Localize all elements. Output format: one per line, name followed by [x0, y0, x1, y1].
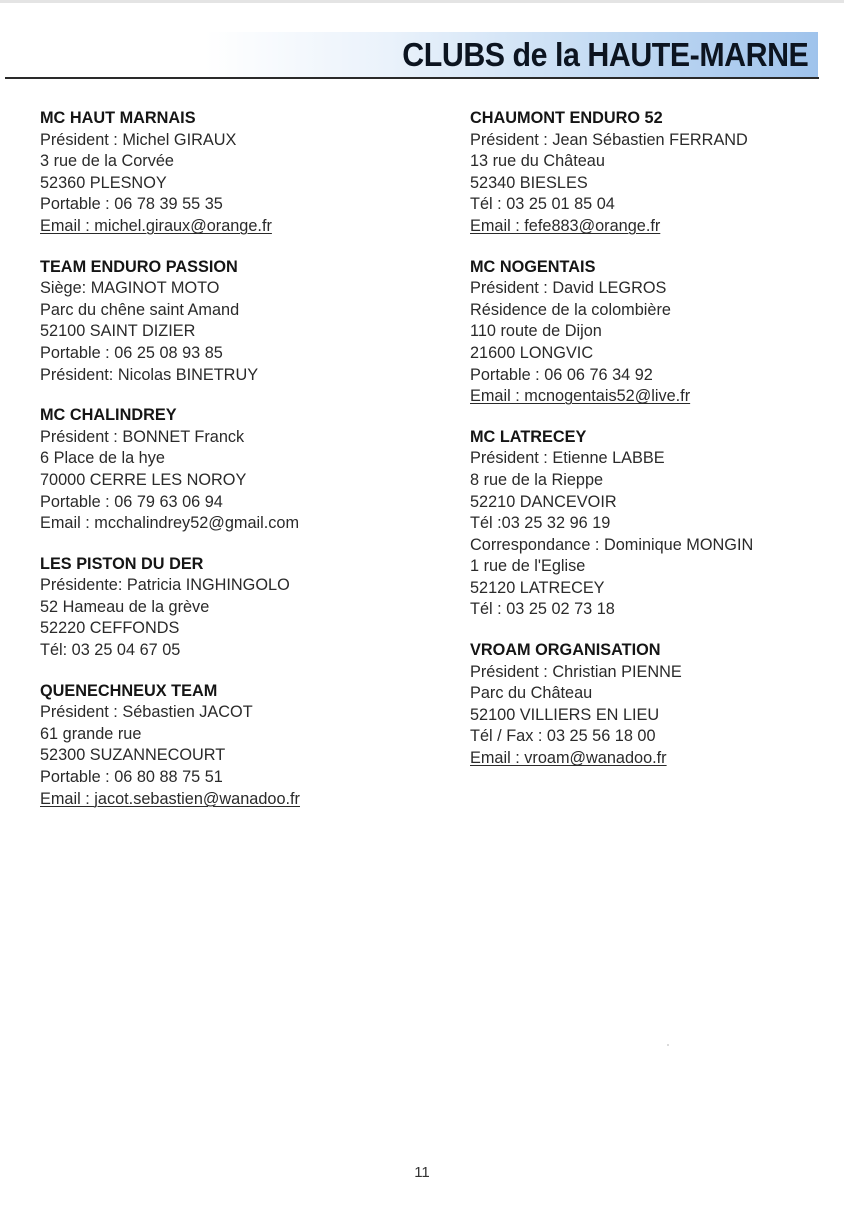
club-entry — [40, 405, 430, 535]
club-detail-line: 52340 BIESLES — [470, 173, 588, 192]
club-detail-line: Président : David LEGROS — [470, 279, 667, 298]
club-detail-line: Tél :03 25 32 96 19 — [470, 514, 611, 533]
club-detail-line: Président : BONNET Franck — [40, 427, 245, 446]
club-name: MC HAUT MARNAIS — [40, 109, 196, 127]
right-column — [470, 108, 844, 789]
club-detail-line: 52360 PLESNOY — [40, 173, 167, 192]
club-detail-line: Président: Nicolas BINETRUY — [40, 365, 259, 384]
club-name: CHAUMONT ENDURO 52 — [470, 109, 663, 127]
club-entry — [40, 108, 430, 238]
club-detail-line: Président : Etienne LABBE — [470, 449, 665, 468]
club-email-link[interactable]: Email : mcnogentais52@live.fr — [470, 387, 691, 406]
club-detail-line: 52100 SAINT DIZIER — [40, 322, 196, 341]
club-name: MC LATRECEY — [470, 427, 587, 446]
title-underline — [5, 77, 819, 79]
club-detail-line: 52 Hameau de la grève — [40, 597, 210, 616]
club-name: VROAM ORGANISATION — [470, 641, 661, 660]
club-detail-line: Président : Michel GIRAUX — [40, 130, 237, 149]
club-entry — [470, 640, 844, 770]
club-entry — [470, 108, 844, 238]
club-name: MC NOGENTAIS — [470, 257, 596, 276]
club-entry — [470, 257, 844, 408]
club-detail-line: Président : Sébastien JACOT — [40, 703, 253, 722]
page-title: CLUBS de la HAUTE-MARNE — [401, 36, 808, 73]
page-top-edge — [0, 0, 844, 3]
club-entry — [40, 554, 430, 662]
club-detail-line: 3 rue de la Corvée — [40, 152, 174, 171]
club-detail-line: Email : mcchalindrey52@gmail.com — [40, 514, 300, 533]
club-email-link[interactable]: Email : jacot.sebastien@wanadoo.fr — [40, 789, 300, 808]
club-detail-line: Portable : 06 78 39 55 35 — [40, 195, 223, 214]
club-detail-line: 52300 SUZANNECOURT — [40, 746, 226, 765]
club-detail-line: Parc du Château — [470, 684, 593, 703]
club-name: QUENECHNEUX TEAM — [40, 681, 218, 700]
club-email-link[interactable]: Email : vroam@wanadoo.fr — [470, 749, 667, 768]
club-detail-line: Tél : 03 25 01 85 04 — [470, 195, 615, 214]
club-name: MC CHALINDREY — [40, 406, 177, 425]
club-detail-line: 13 rue du Château — [470, 152, 605, 171]
club-detail-line: Parc du chêne saint Amand — [40, 300, 240, 319]
left-column — [40, 108, 430, 829]
club-name: TEAM ENDURO PASSION — [40, 257, 238, 276]
club-detail-line: Correspondance : Dominique MONGIN — [470, 535, 754, 554]
club-detail-line: Tél / Fax : 03 25 56 18 00 — [470, 727, 656, 746]
club-detail-line: Siège: MAGINOT MOTO — [40, 279, 220, 298]
club-entry — [470, 427, 844, 621]
club-detail-line: Tél: 03 25 04 67 05 — [40, 641, 181, 660]
club-detail-line: 52210 DANCEVOIR — [470, 492, 617, 511]
club-entry — [40, 257, 430, 387]
club-detail-line: 70000 CERRE LES NOROY — [40, 470, 247, 489]
club-detail-line: Tél : 03 25 02 73 18 — [470, 600, 615, 619]
club-detail-line: Président : Christian PIENNE — [470, 662, 682, 681]
club-entry — [40, 681, 430, 811]
club-detail-line: Portable : 06 79 63 06 94 — [40, 492, 223, 511]
club-email-link[interactable]: Email : michel.giraux@orange.fr — [40, 216, 272, 235]
club-detail-line: Résidence de la colombière — [470, 300, 671, 319]
club-detail-line: 52100 VILLIERS EN LIEU — [470, 705, 660, 724]
club-detail-line: 6 Place de la hye — [40, 449, 165, 468]
club-detail-line: 1 rue de l'Eglise — [470, 557, 586, 576]
club-email-link[interactable]: Email : fefe883@orange.fr — [470, 216, 661, 235]
club-detail-line: 52220 CEFFONDS — [40, 619, 180, 638]
club-detail-line: Portable : 06 80 88 75 51 — [40, 768, 223, 787]
club-name: LES PISTON DU DER — [40, 554, 204, 573]
club-detail-line: 8 rue de la Rieppe — [470, 470, 604, 489]
scan-speck — [667, 1044, 669, 1046]
club-detail-line: Portable : 06 25 08 93 85 — [40, 343, 223, 362]
club-detail-line: 61 grande rue — [40, 724, 142, 743]
club-detail-line: 110 route de Dijon — [470, 322, 602, 341]
club-detail-line: Portable : 06 06 76 34 92 — [470, 365, 653, 384]
club-detail-line: Président : Jean Sébastien FERRAND — [470, 130, 748, 149]
club-detail-line: 21600 LONGVIC — [470, 343, 594, 362]
page-number: 11 — [414, 1164, 430, 1181]
club-detail-line: 52120 LATRECEY — [470, 578, 605, 597]
club-detail-line: Présidente: Patricia INGHINGOLO — [40, 576, 290, 595]
